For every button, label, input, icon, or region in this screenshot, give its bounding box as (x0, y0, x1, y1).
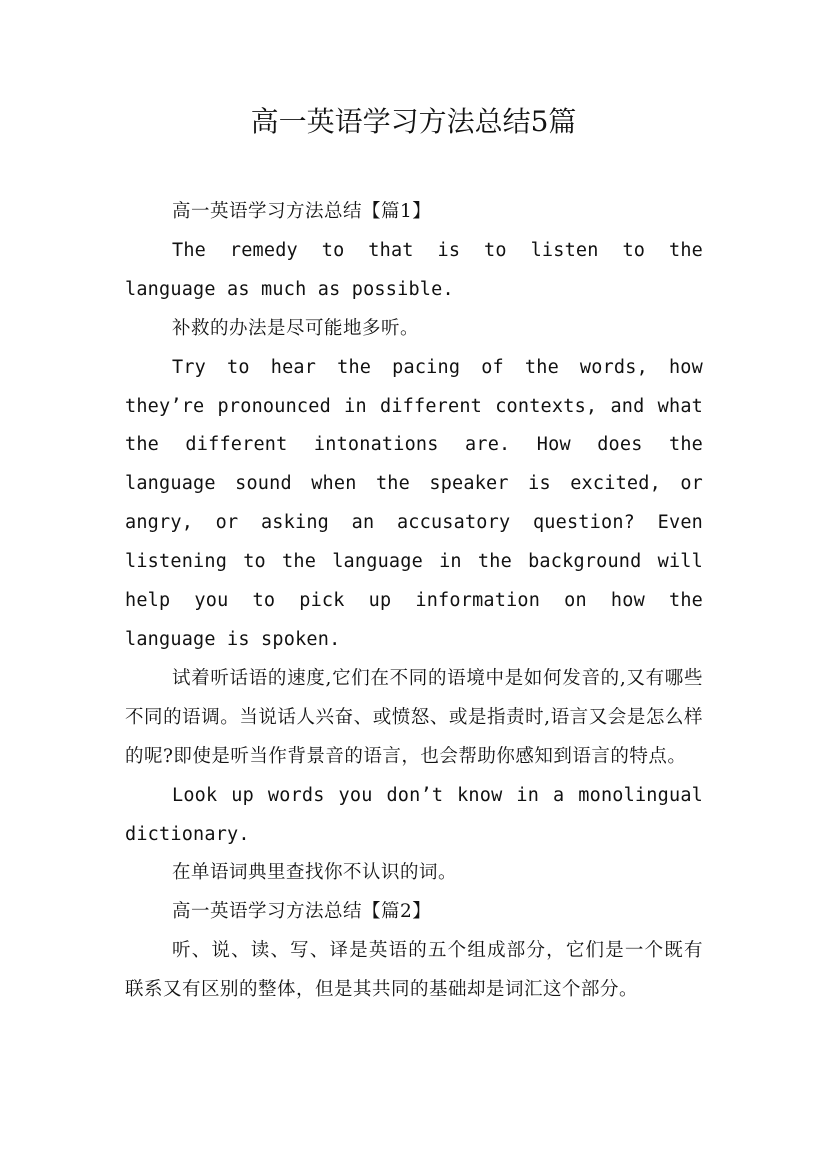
paragraph-en-2: Try to hear the pacing of the words, how they’re pronounced in different contexts, and what the different intonations are. How does the language sound when the speaker is excited, or angry, or asking an accusatory question? Even listening to the language in the background will help you to pick up information on how the language is spoken. (125, 356, 703, 650)
document-title: 高一英语学习方法总结5篇 (250, 105, 577, 138)
paragraph-en-1: The remedy to that is to listen to the language as much as possible. (125, 239, 703, 300)
paragraph-zh-2: 试着听话语的速度,它们在不同的语境中是如何发音的,又有哪些不同的语调。当说话人兴奋、或愤怒、或是指责时,语言又会是怎么样的呢?即使是听当作背景音的语言，也会帮助你感知到语言的特点。 (125, 667, 703, 767)
paragraph-zh-3: 在单语词典里查找你不认识的词。 (172, 862, 458, 884)
document-body (125, 193, 703, 1010)
paragraph-en-3: Look up words you don’t know in a monolingual dictionary. (125, 784, 703, 845)
paragraph-zh-1: 补救的办法是尽可能地多听。 (172, 317, 420, 339)
section-heading-1: 高一英语学习方法总结【篇1】 (172, 201, 432, 222)
section-heading-2: 高一英语学习方法总结【篇2】 (172, 901, 432, 923)
paragraph-zh-4: 听、说、读、写、译是英语的五个组成部分，它们是一个既有联系又有区别的整体，但是其共同的基础却是词汇这个部分。 (125, 940, 703, 1001)
